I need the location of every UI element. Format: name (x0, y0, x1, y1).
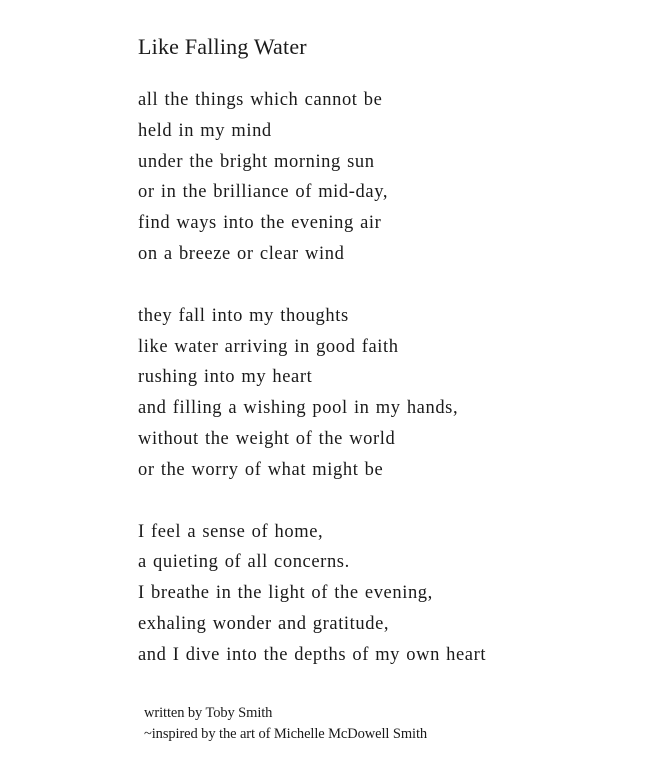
poem-line: or the worry of what might be (138, 459, 384, 480)
poem-line: and filling a wishing pool in my hands, (138, 398, 459, 419)
poem-line: exhaling wonder and gratitude, (138, 613, 390, 634)
poem-line: under the bright morning sun (138, 151, 375, 172)
author-credit: written by Toby Smith (144, 705, 273, 721)
poem-line: and I dive into the depths of my own heart (138, 644, 487, 665)
poem-line: on a breeze or clear wind (138, 243, 345, 264)
poem-line: they fall into my thoughts (138, 305, 349, 326)
stanza-3 (138, 517, 618, 671)
poem-line: I breathe in the light of the evening, (138, 583, 433, 604)
poem-line: find ways into the evening air (138, 213, 382, 234)
poem-line: I feel a sense of home, (138, 521, 324, 542)
poem-line: all the things which cannot be (138, 90, 383, 110)
poem-line: a quieting of all concerns. (138, 552, 350, 573)
poem-line: or in the brilliance of mid-day, (138, 182, 389, 203)
poem-body (138, 85, 618, 702)
stanza-2 (138, 301, 618, 486)
inspiration-credit: ~inspired by the art of Michelle McDowell Smith (144, 726, 428, 742)
poem-line: like water arriving in good faith (138, 336, 399, 357)
poem-title: Like Falling Water (138, 34, 307, 59)
stanza-1 (138, 85, 618, 270)
poem-credits (144, 703, 427, 745)
poem-line: rushing into my heart (138, 367, 313, 388)
poem-line: held in my mind (138, 120, 272, 141)
poem-line: without the weight of the world (138, 428, 396, 449)
